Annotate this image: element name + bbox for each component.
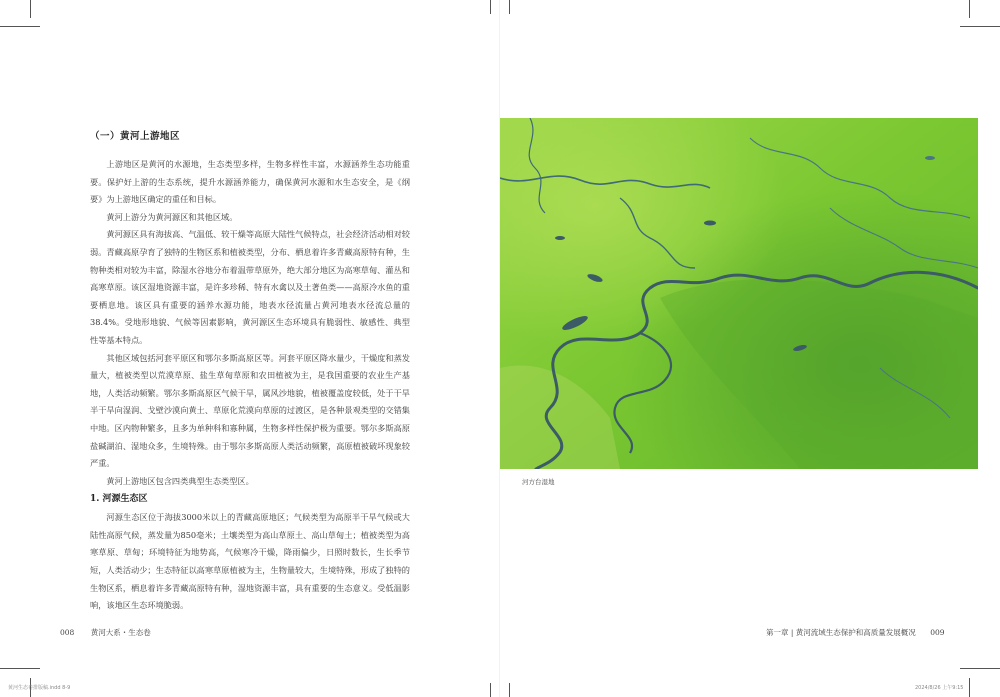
paragraph: 上游地区是黄河的水源地，生态类型多样，生物多样性丰富，水源涵养生态功能重要。保护好上游的生态系统，提升水源涵养能力，确保黄河水源和水生态安全，是《纲要》为上游地区确定的重任和目标。	[90, 159, 410, 205]
page-footer	[766, 627, 945, 638]
paragraph: 黄河上游分为黄河源区和其他区域。	[106, 211, 238, 222]
running-title: 第一章 | 黄河流域生态保护和高质量发展概况	[766, 628, 916, 637]
body-text	[90, 128, 410, 615]
paragraph: 河源生态区位于海拔3000米以上的青藏高原地区；气候类型为高原半干旱气候或大陆性高原气候，蒸发量为850毫米；土壤类型为高山草原土、高山草甸土；植被类型为高寒草原、草甸；环境特征为地势高，气候寒冷干燥，降雨偏少，日照时数长，生长季节短，人类活动少；生态特征以高寒草原植被为主，生物量较大，生境特殊，形成了独特的生物区系，栖息着许多青藏高原特有种，湿地资源丰富，具有重要的生态意义。受低温影响，该地区生态环境脆弱。	[90, 512, 410, 611]
subsection-title: 1. 河源生态区	[90, 494, 148, 505]
print-slug: 黄河生态卷排版稿.indd 8-9	[8, 685, 71, 691]
paragraph: 黄河源区具有海拔高、气温低、较干燥等高原大陆性气候特点，社会经济活动相对较弱。青藏高原孕育了独特的生物区系和植被类型，分布、栖息着许多青藏高原特有种，生物种类相对较为丰富，除湿水谷地分布着温带草原外，绝大部分地区为高寒草甸、灌丛和高寒草原。该区湿地资源丰富，是许多珍稀、特有水禽以及土著鱼类——高原冷水鱼的重要栖息地。该区具有重要的涵养水源功能，地表水径流量占黄河地表水径流总量的38.4%。受地形地貌、气候等因素影响，黄河源区生态环境具有脆弱性、敏感性、典型性等基本特点。	[90, 229, 410, 345]
page-number: 008	[60, 628, 75, 637]
paragraph: 其他区域包括河套平原区和鄂尔多斯高原区等。河套平原区降水量少，干燥度和蒸发量大，植被类型以荒漠草原、盐生草甸草原和农田植被为主，是我国重要的农业生产基地，人类活动频繁。鄂尔多斯高原区气候干旱，属风沙地貌，植被覆盖度较低，处于干旱半干旱向湿润、戈壁沙漠向黄土、草原化荒漠向草原的过渡区，是各种景观类型的交错集中地。区内物种繁多，且多为单种科和寡种属，生物多样性保护极为重要。鄂尔多斯高原盐碱湖泊、湿地众多，生境特殊。由于鄂尔多斯高原人类活动频繁，高原植被破坏现象较严重。	[90, 352, 410, 469]
right-page	[500, 0, 1000, 697]
page-footer	[60, 627, 151, 638]
photo-caption: 河方台湿地	[522, 478, 555, 486]
running-title: 黄河大系・生态卷	[90, 628, 151, 637]
paragraph: 黄河上游地区包含四类典型生态类型区。	[106, 475, 254, 486]
section-title: （一）黄河上游地区	[90, 131, 181, 142]
print-slug: 2024/8/26 上午9:15	[915, 685, 964, 691]
wetland-photo	[500, 118, 978, 469]
page-number: 009	[930, 628, 945, 637]
